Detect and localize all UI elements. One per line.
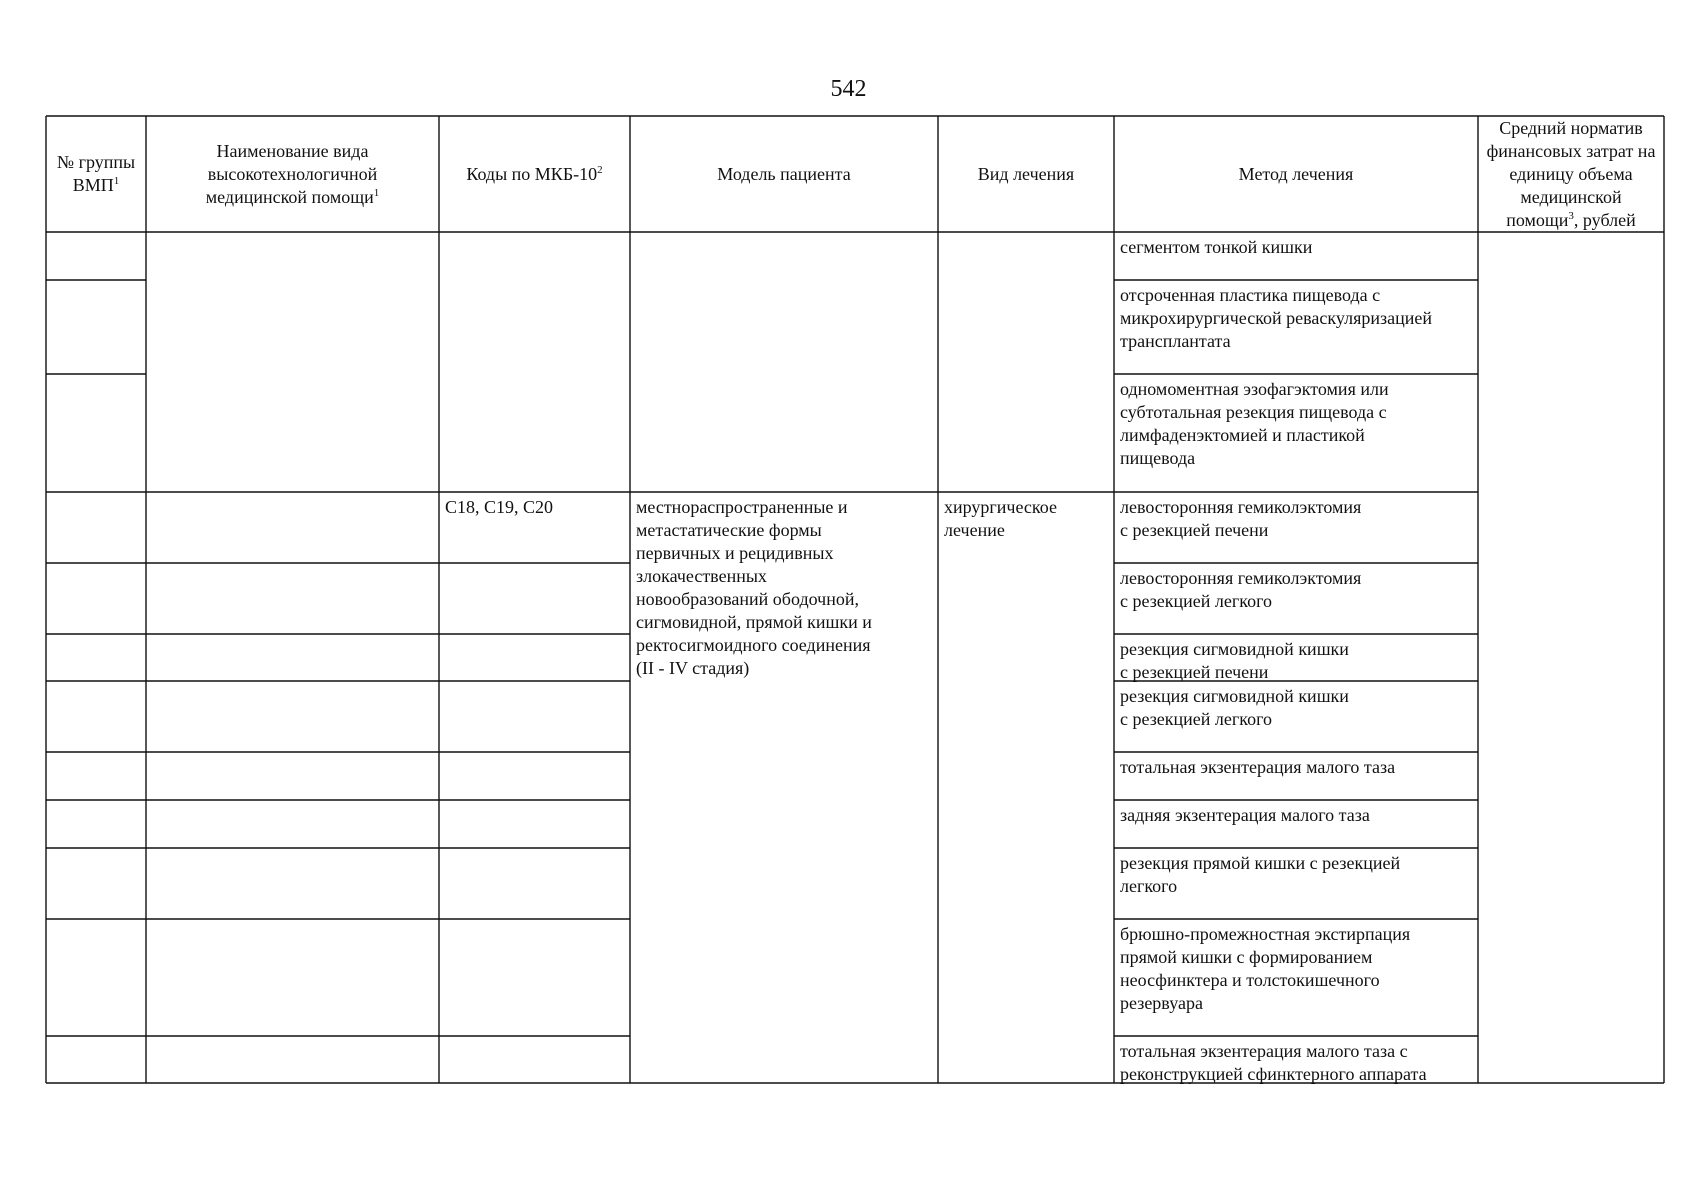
footnote-mark: 1 bbox=[113, 175, 120, 187]
method-row-5: левосторонняя гемиколэктомия с резекцией легкого bbox=[1120, 568, 1362, 611]
header-treatment-method-text: Метод лечения bbox=[1238, 163, 1354, 184]
header-patient-model bbox=[630, 116, 938, 232]
method-row-12: тотальная экзентерация малого таза с реконструкцией сфинктерного аппарата bbox=[1120, 1041, 1427, 1084]
method-row-9: задняя экзентерация малого таза bbox=[1120, 805, 1370, 825]
header-treatment-type-text: Вид лечения bbox=[977, 163, 1075, 184]
treatment-type-cell: хирургическое лечение bbox=[944, 497, 1057, 540]
method-row-4: левосторонняя гемиколэктомия с резекцией печени bbox=[1120, 497, 1362, 540]
method-row-6: резекция сигмовидной кишки с резекцией печени bbox=[1120, 639, 1349, 682]
header-group-no bbox=[46, 116, 146, 232]
header-icd-codes-text: Коды по МКБ-10 bbox=[466, 163, 598, 184]
header-group-no-text: № группы ВМП bbox=[56, 152, 136, 195]
header-care-name bbox=[146, 116, 439, 232]
method-row-1: сегментом тонкой кишки bbox=[1120, 237, 1313, 257]
method-row-3: одномоментная эзофагэктомия или субтотальная резекция пищевода с лимфаденэктомией и пластикой пищевода bbox=[1120, 379, 1389, 468]
page-number: 542 bbox=[830, 76, 867, 102]
footnote-mark: 1 bbox=[373, 186, 380, 199]
header-cost-text: Средний норматив финансовых затрат на единицу объема медицинской помощи bbox=[1486, 117, 1656, 230]
footnote-mark: 3 bbox=[1568, 209, 1574, 222]
header-treatment-method bbox=[1114, 116, 1478, 232]
method-row-10: резекция прямой кишки с резекцией легкого bbox=[1120, 853, 1401, 896]
method-row-11: брюшно-промежностная экстирпация прямой кишки с формированием неосфинктера и толстокишечного резервуара bbox=[1120, 924, 1411, 1013]
footnote-mark: 2 bbox=[597, 163, 603, 176]
patient-model-cell: местнораспространенные и метастатические формы первичных и рецидивных злокачественных новообразований ободочной, сигмовидной, прямой кишки и ректосигмоидного соединения (II - IV стадия) bbox=[636, 497, 872, 678]
icd-codes-cell: C18, C19, C20 bbox=[445, 497, 554, 517]
header-cost-suffix: , рублей bbox=[1573, 209, 1636, 230]
method-row-7: резекция сигмовидной кишки с резекцией легкого bbox=[1120, 686, 1349, 729]
header-patient-model-text: Модель пациента bbox=[717, 163, 851, 184]
header-icd-codes bbox=[439, 116, 630, 232]
header-care-name-text: Наименование вида высокотехнологичной медицинской помощи bbox=[205, 140, 378, 207]
header-cost bbox=[1478, 116, 1664, 232]
method-row-8: тотальная экзентерация малого таза bbox=[1120, 757, 1396, 777]
header-treatment-type bbox=[938, 116, 1114, 232]
method-row-2: отсроченная пластика пищевода с микрохирургической реваскуляризацией трансплантата bbox=[1120, 285, 1432, 351]
